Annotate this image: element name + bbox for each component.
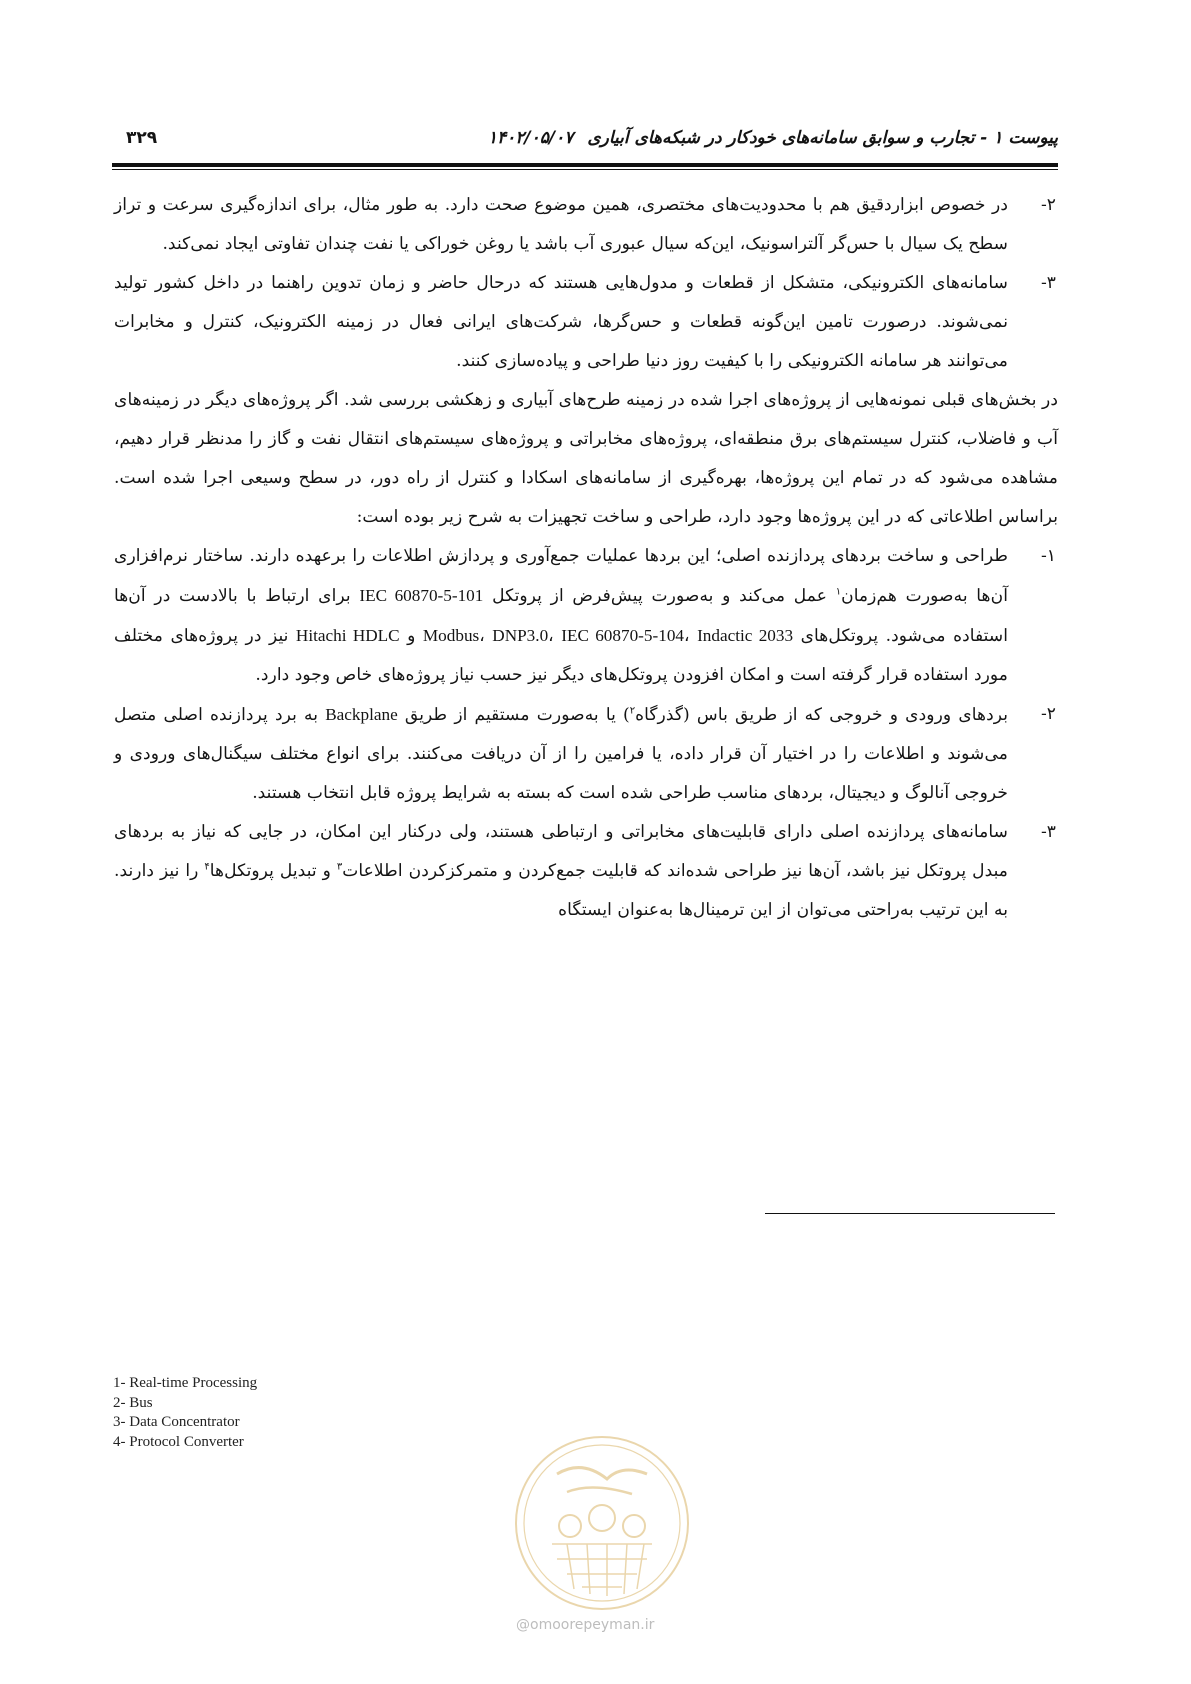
protocol-name: DNP3.0 <box>492 626 549 645</box>
item-text: و تبدیل پروتکل‌ها <box>209 861 331 881</box>
header-date: ۱۴۰۲/۰۵/۰۷ <box>487 128 574 148</box>
watermark-url: @omoorepeyman.ir <box>516 1617 655 1633</box>
footnote-ref: ۳ <box>336 861 343 873</box>
running-title <box>488 128 1058 148</box>
separator: ، <box>548 626 554 646</box>
list-item <box>114 186 1058 264</box>
list-item <box>114 695 1058 813</box>
footnote: 4- Protocol Converter <box>113 1433 244 1450</box>
footnote-ref: ۱ <box>835 586 842 598</box>
footnotes <box>113 1374 257 1452</box>
item-text: طراحی و ساخت بردهای پردازنده اصلی؛ این بردها عملیات جمع‌آوری و پردازش اطلاعات را برعهده دارند. ساختار نرم‌افزاری آن‌ها به‌صورت هم‌زمان <box>114 546 1009 606</box>
protocol-name: Hitachi HDLC <box>295 626 400 645</box>
item-text: را نیز دارند. به این ترتیب به‌راحتی می‌توان از این ترمینال‌ها به‌عنوان ایستگاه <box>114 861 1008 920</box>
item-text: برای ارتباط با بالادست در آن‌ها استفاده می‌شود. پروتکل‌های <box>114 586 1009 646</box>
item-text: به برد پردازنده اصلی متصل می‌شوند و اطلاعات را در اختیار آن قرار داده، یا فرامین را از آن دریافت می‌کنند. برای انواع مختلف سیگنال‌های ورودی و خروجی آنالوگ و دیجیتال، بردهای مناسب طراحی شده است که بسته به شرایط پروژه قابل انتخاب هستند. <box>114 705 1008 803</box>
item-text: عمل می‌کند و به‌صورت پیش‌فرض از پروتکل <box>492 586 827 606</box>
footnote: 2- Bus <box>113 1394 153 1411</box>
item-number: ۲- <box>1040 704 1056 724</box>
item-text: ) یا به‌صورت مستقیم از طریق <box>404 705 630 725</box>
separator: ، <box>684 626 690 646</box>
header-rule-thin <box>112 169 1058 170</box>
page-header <box>112 128 1058 158</box>
item-text: سامانه‌های الکترونیکی، متشکل از قطعات و مدول‌هایی هستند که درحال حاضر و زمان تدوین راهنما در داخل کشور تولید نمی‌شوند. درصورت تامین این‌گونه قطعات و حس‌گرها، شرکت‌های ایرانی فعال در زمینه الکترونیک، کنترل و مخابرات می‌توانند هر سامانه الکترونیکی را با کیفیت روز دنیا طراحی و پیاده‌سازی کنند. <box>114 273 1008 371</box>
item-text: نیز در پروژه‌های مختلف مورد استفاده قرار گرفته است و امکان افزودن پروتکل‌های دیگر نیز حسب نیاز پروژه‌های خاص وجود دارد. <box>114 626 1008 685</box>
item-number: ۲- <box>1040 195 1056 215</box>
footnote: 3- Data Concentrator <box>113 1414 240 1430</box>
separator: ، <box>479 626 485 646</box>
body-text <box>114 186 1058 930</box>
header-rule-thick <box>112 163 1058 167</box>
footnote: 1- Real-time Processing <box>113 1375 258 1391</box>
protocol-name: IEC 60870-5-101 <box>359 586 484 605</box>
item-number: ۱- <box>1040 546 1056 566</box>
list-item <box>114 537 1058 695</box>
protocol-name: IEC 60870-5-104 <box>561 626 685 645</box>
list-item <box>114 264 1058 381</box>
page-number: ۳۲۹ <box>126 128 158 148</box>
intro-paragraph: در بخش‌های قبلی نمونه‌هایی از پروژه‌های اجرا شده در زمینه طرح‌های آبیاری و زهکشی بررسی شد. اگر پروژه‌های دیگر در زمینه‌های آب و فاضلاب، کنترل سیستم‌های برق منطقه‌ای، پروژه‌های مخابراتی و پروژه‌های سیستم‌های انتقال نفت و گاز را مدنظر قرار دهیم، مشاهده می‌شود که در تمام این پروژه‌ها، بهره‌گیری از سامانه‌های اسکادا و کنترل از راه دور، در سطح وسیعی اجرا شده است. براساس اطلاعاتی که در این پروژه‌ها وجود دارد، طراحی و ساخت تجهیزات به شرح زیر بوده است: <box>114 390 1058 527</box>
item-number: ۳- <box>1040 822 1056 842</box>
watermark-seal-icon <box>512 1434 692 1612</box>
conjunction: و <box>407 626 416 646</box>
item-number: ۳- <box>1040 273 1056 293</box>
protocol-name: Modbus <box>422 626 480 645</box>
item-text: در خصوص ابزاردقیق هم با محدودیت‌های مختصری، همین موضوع صحت دارد. به طور مثال، برای اندازه‌گیری سرعت و تراز سطح یک سیال با حس‌گر آلتراسونیک، این‌که سیال عبوری آب باشد یا روغن خوراکی یا نفت چندان تفاوتی ایجاد نمی‌کند. <box>114 195 1008 254</box>
list-item <box>114 813 1058 930</box>
footnote-separator <box>765 1213 1055 1214</box>
item-text: سامانه‌های پردازنده اصلی دارای قابلیت‌های مخابراتی و ارتباطی هستند، ولی درکنار این امکان، در جایی که نیاز به بردهای مبدل پروتکل نیز باشد، آن‌ها نیز طراحی شده‌اند که قابلیت جمع‌کردن و متمرکزکردن اطلاعات <box>114 822 1008 881</box>
protocol-name: Indactic 2033 <box>697 626 794 645</box>
item-text: بردهای ورودی و خروجی که از طریق باس (گذرگاه <box>635 705 1009 725</box>
footnote-ref: ۴ <box>204 861 210 873</box>
footnote-ref: ۲ <box>629 705 636 717</box>
backplane-term: Backplane <box>325 705 398 724</box>
running-title-text: پیوست ۱ - تجارب و سوابق سامانه‌های خودکار در شبکه‌های آبیاری <box>587 128 1058 148</box>
